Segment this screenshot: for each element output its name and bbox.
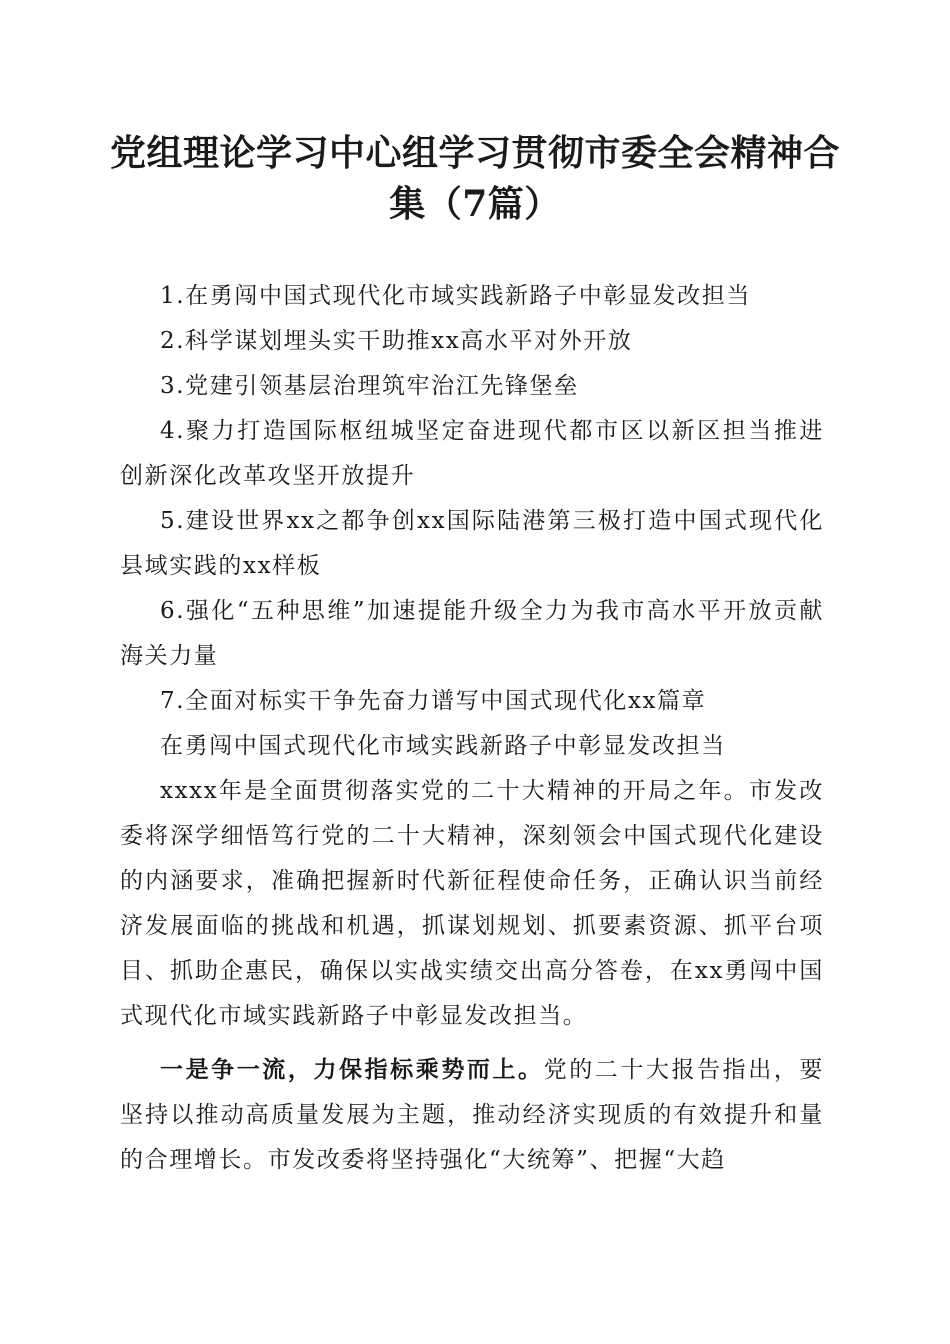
toc-item: 1.在勇闯中国式现代化市域实践新路子中彰显发改担当	[160, 283, 751, 309]
body-paragraph	[120, 1047, 824, 1183]
document-title	[100, 128, 850, 230]
paragraph-text: 党的二十大报告指出，要坚持以推动高质量发展为主题，推动经济实现质的有效提升和量的合理增长。市发改委将坚持强化“大统筹”、把握“大趋	[120, 1057, 824, 1173]
document-body	[120, 274, 824, 1183]
title-line-1: 党组理论学习中心组学习贯彻市委全会精神合	[109, 132, 840, 174]
toc-item: 7.全面对标实干争先奋力谱写中国式现代化xx篇章	[160, 688, 707, 714]
toc-item: 5.建设世界xx之都争创xx国际陆港第三极打造中国式现代化县域实践的xx样板	[120, 508, 824, 579]
body-paragraph: xxxx年是全面贯彻落实党的二十大精神的开局之年。市发改委将深学细悟笃行党的二十大精神，深刻领会中国式现代化建设的内涵要求，准确把握新时代新征程使命任务，正确认识当前经济发展面临的挑战和机遇，抓谋划规划、抓要素资源、抓平台项目、抓助企惠民，确保以实战实绩交出高分答卷，在xx勇闯中国式现代化市域实践新路子中彰显发改担当。	[120, 778, 824, 1029]
toc-item: 6.强化“五种思维”加速提能升级全力为我市高水平开放贡献海关力量	[120, 598, 824, 669]
toc-item: 4.聚力打造国际枢纽城坚定奋进现代都市区以新区担当推进创新深化改革攻坚开放提升	[120, 418, 824, 489]
title-line-2: 集（7篇）	[389, 183, 561, 225]
paragraph-lead: 一是争一流，力保指标乘势而上。	[160, 1056, 544, 1083]
article-title: 在勇闯中国式现代化市域实践新路子中彰显发改担当	[160, 733, 726, 759]
toc-item: 2.科学谋划埋头实干助推xx高水平对外开放	[160, 328, 633, 354]
toc-item: 3.党建引领基层治理筑牢治江先锋堡垒	[160, 373, 579, 399]
